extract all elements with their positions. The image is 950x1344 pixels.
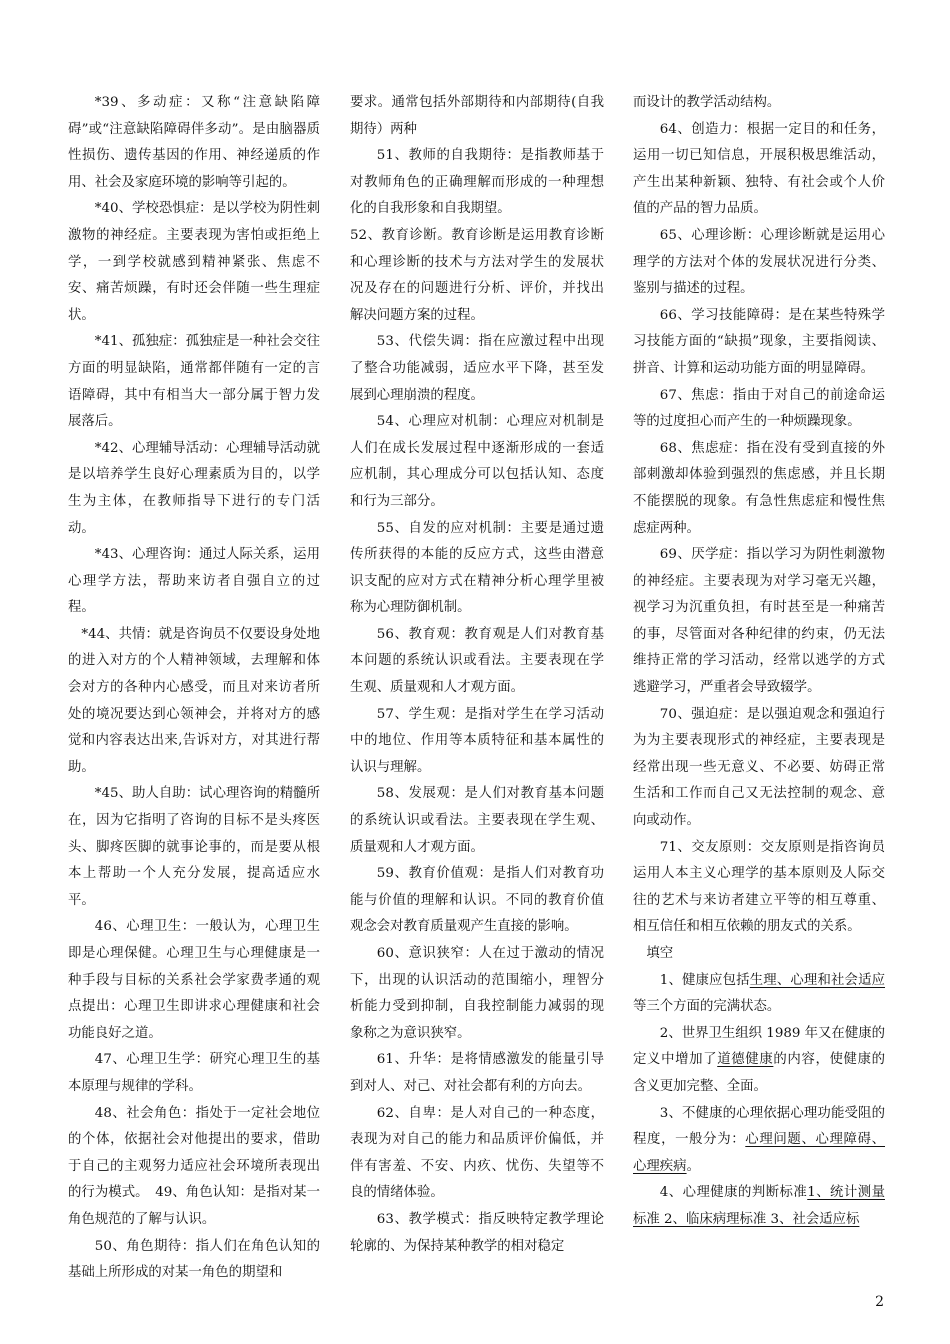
definition-44: *44、共情：就是咨询员不仅要设身处地的进入对方的个人精神领域，去理解和体会对方的各种内心感受，而且对来访者所处的境况要达到心领神会，并将对方的感觉和内容表达出来,告诉对方，对其进行帮助。 (68, 626, 320, 775)
fill-in-question-2 (633, 1021, 885, 1101)
definition-56: 56、教育观：教育观是人们对教育基本问题的系统认识或看法。主要表现在学生观、质量观和人才观方面。 (350, 626, 604, 696)
definition-47: 47、心理卫生学：研究心理卫生的基本原理与规律的学科。 (68, 1052, 320, 1094)
definition-48-49: 48、社会角色：指处于一定社会地位的个体，依据社会对他提出的要求，借助于自己的主观努力适应社会环境所表现出的行为模式。 49、角色认知：是指对某一角色规范的了解与认识。 (68, 1105, 320, 1227)
definition-60: 60、意识狭窄：人在过于激动的情况下，出现的认识活动的范围缩小，理智分析能力受到抑制，自我控制能力减弱的现象称之为意识狭窄。 (350, 946, 604, 1041)
definition-52: 52、教育诊断。教育诊断是运用教育诊断和心理诊断的技术与方法对学生的发展状况及存在的问题进行分析、评价，并找出解决问题方案的过程。 (350, 227, 604, 323)
question-text: 3、不健康的心理依据心理功能受阻的程度，一般分为： (633, 1105, 885, 1148)
definition-66: 66、学习技能障碍：是在某些特殊学习技能方面的“缺损”现象，主要指阅读、拼音、计算和运动功能方面的明显障碍。 (633, 307, 885, 376)
definition-40: *40、学校恐惧症：是以学校为阴性刺激物的神经症。主要表现为害怕或拒绝上学，一到学校就感到精神紧张、焦虑不安、痛苦烦躁，有时还会伴随一些生理症状。 (68, 201, 320, 323)
question-text: 2、世界卫生组织 1989 年又在健康的定义中增加了 (633, 1025, 885, 1068)
fill-in-heading: 填空 (646, 946, 674, 961)
text-column-middle (350, 90, 604, 1260)
question-text: 4、心理健康的判断标准 (659, 1185, 808, 1201)
fill-in-question-4 (633, 1180, 885, 1233)
page-number: 2 (875, 1294, 884, 1310)
question-text: 等三个方面的完满状态。 (633, 999, 781, 1015)
definition-58: 58、发展观：是人们对教育基本问题的系统认识或看法。主要表现在学生观、质量观和人才观方面。 (350, 786, 604, 855)
definition-71: 71、交友原则：交友原则是指咨询员运用人本主义心理学的基本原则及人际交往的艺术与来访者建立平等的相互尊重、相互信任和相互依赖的朋友式的关系。 (633, 839, 885, 935)
definition-68: 68、焦虑症：指在没有受到直接的外部刺激却体验到强烈的焦虑感，并且长期不能摆脱的现象。有急性焦虑症和慢性焦虑症两种。 (633, 440, 885, 536)
definition-54: 54、心理应对机制：心理应对机制是人们在成长发展过程中逐渐形成的一套适应机制，其心理成分可以包括认知、态度和行为三部分。 (350, 414, 604, 509)
definition-59: 59、教育价值观：是指人们对教育功能与价值的理解和认识。不同的教育价值观念会对教育质量观产生直接的影响。 (350, 866, 604, 935)
definition-63-continued: 而设计的教学活动结构。 (633, 95, 781, 110)
definition-63: 63、教学模式：指反映特定教学理论轮廓的、为保持某种教学的相对稳定 (350, 1211, 604, 1254)
text-column-right (633, 90, 885, 1234)
answer-underlined: 心理问题、心理障碍、心理疾病 (633, 1132, 886, 1174)
definition-41: *41、孤独症：孤独症是一种社会交往方面的明显缺陷，通常都伴随有一定的言语障碍，其中有相当大一部分属于智力发展落后。 (68, 334, 320, 430)
definition-51: 51、教师的自我期待：是指教师基于对教师角色的正确理解而形成的一种理想化的自我形象和自我期望。 (350, 148, 604, 217)
definition-64: 64、创造力：根据一定目的和任务，运用一切已知信息，开展积极思维活动，产生出某种新颖、独特、有社会或个人价值的产品的智力品质。 (633, 121, 885, 217)
question-text: 1、健康应包括 (659, 972, 750, 988)
answer-underlined: 生理、心理和社会适应 (749, 972, 886, 988)
definition-50-continued: 要求。通常包括外部期待和内部期待(自我期待）两种 (350, 95, 604, 137)
definition-53: 53、代偿失调：指在应激过程中出现了整合功能减弱，适应水平下降，甚至发展到心理崩溃的程度。 (350, 334, 604, 403)
definition-70: 70、强迫症：是以强迫观念和强迫行为为主要表现形式的神经症，主要表现是经常出现一些无意义、不必要、妨碍正常生活和工作而自己又无法控制的观念、意向或动作。 (633, 706, 885, 829)
definition-42: *42、心理辅导活动：心理辅导活动就是以培养学生良好心理素质为目的，以学生为主体，在教师指导下进行的专门活动。 (68, 440, 320, 536)
definition-43: *43、心理咨询：通过人际关系，运用心理学方法，帮助来访者自强自立的过程。 (68, 547, 320, 616)
definition-62: 62、自卑：是人对自己的一种态度，表现为对自己的能力和品质评价偏低，并伴有害羞、不安、内疚、忧伤、失望等不良的情绪体验。 (350, 1105, 604, 1201)
answer-underlined: 道德健康 (717, 1052, 774, 1068)
definition-61: 61、升华：是将情感激发的能量引导到对人、对己、对社会都有利的方向去。 (350, 1052, 604, 1094)
definition-50: 50、角色期待：指人们在角色认知的基础上所形成的对某一角色的期望和 (68, 1238, 320, 1281)
fill-in-question-3 (633, 1101, 885, 1181)
answer-underlined: 1、统计测量标准 2、临床病理标准 3、社会适应标 (633, 1185, 885, 1227)
definition-67: 67、焦虑：指由于对自己的前途命运等的过度担心而产生的一种烦躁现象。 (633, 387, 885, 430)
text-column-left (68, 90, 320, 1287)
definition-46: 46、心理卫生：一般认为，心理卫生即是心理保健。心理卫生与心理健康是一种手段与目标的关系社会学家费孝通的观点提出：心理卫生即讲求心理健康和社会功能良好之道。 (68, 919, 320, 1041)
definition-69: 69、厌学症：指以学习为阴性刺激物的神经症。主要表现为对学习毫无兴趣，视学习为沉重负担，有时甚至是一种痛苦的事，尽管面对各种纪律的约束，仍无法维持正常的学习活动，经常以逃学的方式逃避学习，严重者会导致辍学。 (633, 547, 885, 696)
question-text: 。 (686, 1158, 700, 1174)
question-text: 的内容，使健康的含义更加完整、全面。 (633, 1052, 886, 1094)
definition-55: 55、自发的应对机制：主要是通过遗传所获得的本能的反应方式，这些由潜意识支配的应对方式在精神分析心理学里被称为心理防御机制。 (350, 520, 604, 616)
definition-45: *45、助人自助：试心理咨询的精髓所在，因为它指明了咨询的目标不是头疼医头、脚疼医脚的就事论事的，而是要从根本上帮助一个人充分发展，提高适应水平。 (68, 786, 320, 908)
fill-in-question-1 (633, 968, 885, 1021)
definition-57: 57、学生观：是指对学生在学习活动中的地位、作用等本质特征和基本属性的认识与理解。 (350, 706, 604, 775)
definition-39: *39、多动症：又称“注意缺陷障碍”或“注意缺陷障碍伴多动”。是由脑器质性损伤、遗传基因的作用、神经递质的作用、社会及家庭环境的影响等引起的。 (68, 95, 320, 190)
definition-65: 65、心理诊断：心理诊断就是运用心理学的方法对个体的发展状况进行分类、鉴别与描述的过程。 (633, 227, 885, 297)
